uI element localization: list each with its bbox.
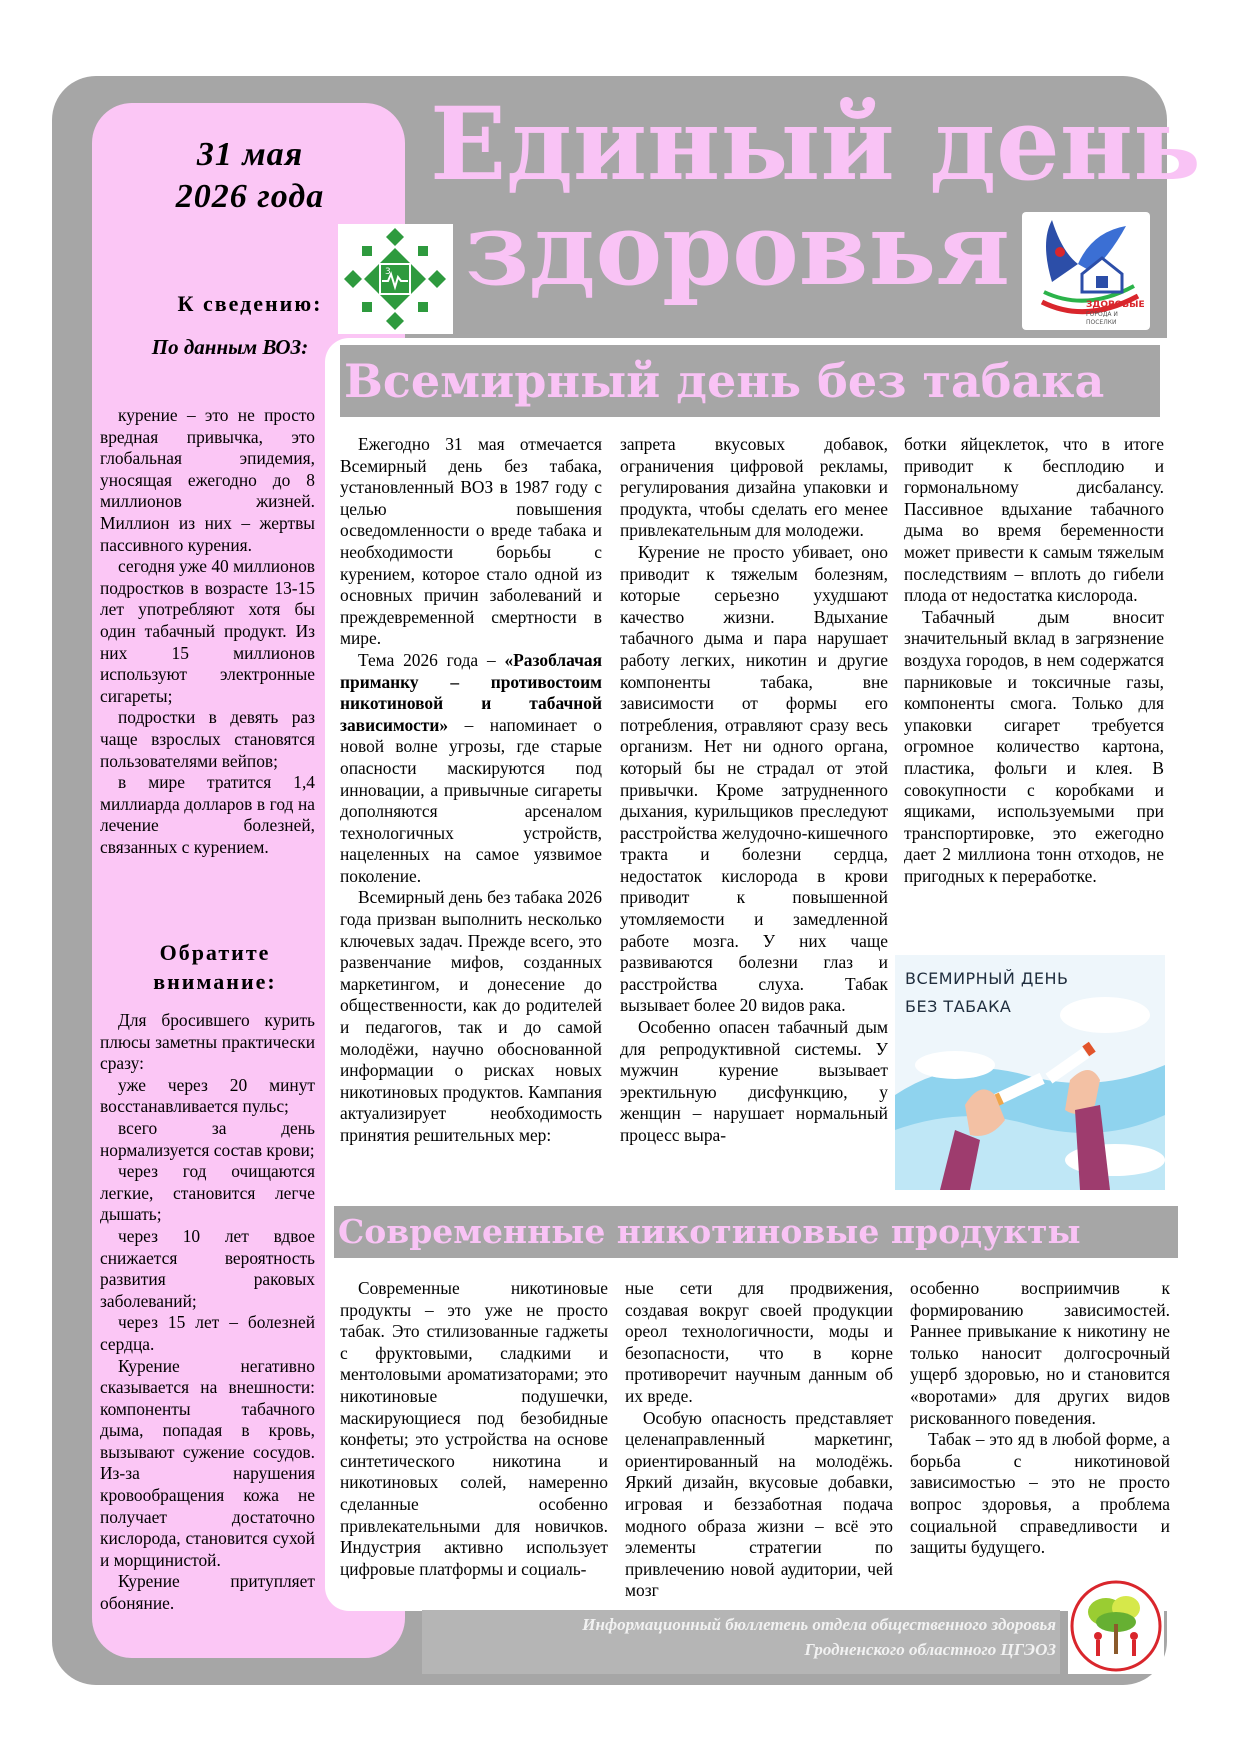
section1-column-1 — [340, 434, 602, 1147]
sidebar-item: уже через 20 минут восстанавливается пульс; — [100, 1074, 315, 1117]
theme-intro: Тема 2026 года – — [358, 649, 496, 670]
illustration-caption — [905, 965, 1069, 1021]
center-logo — [1068, 1578, 1164, 1674]
article-paragraph: Ежегодно 31 мая отмечается Всемирный день без табака, установленный ВОЗ в 1987 году с целью повышения осведомленности о вреде табака и необходимости борьбы с курением, которое стало одной из основных причин заболеваний и преждевременной смертности в мире. — [340, 434, 602, 649]
sidebar-heading-info: К сведению: — [177, 291, 323, 316]
sidebar-item: Курение притупляет обоняние. — [100, 1571, 315, 1614]
healthy-cities-logo — [1022, 212, 1150, 330]
family-tree-icon — [1068, 1578, 1164, 1674]
section2-column-2 — [625, 1278, 893, 1602]
logo-caption-2: ГОРОДА И ПОСЕЛКИ — [1086, 311, 1118, 326]
article-paragraph: ные сети для продвижения, создавая вокруг своей продукции ореол технологичности, моды и безопасности, что в корне противоречит научным данным об их вреде. — [625, 1278, 893, 1406]
footer-line1: Информационный бюллетень отдела общественного здоровья — [582, 1615, 1056, 1634]
date-block — [100, 134, 400, 218]
sidebar-item: через 10 лет вдвое снижается вероятность развития раковых заболеваний; — [100, 1225, 315, 1311]
masthead-line1: Единый день — [430, 85, 1201, 203]
section1-column-3 — [904, 434, 1164, 887]
sidebar-item: через год очищаются легкие, становится легче дышать; — [100, 1161, 315, 1225]
sidebar-fact: в мире тратится 1,4 миллиарда долларов в год на лечение болезней, связанных с курением. — [100, 772, 315, 857]
article-paragraph: Особую опасность представляет целенаправленный маркетинг, ориентированный на молодёжь. Яркий дизайн, вкусовые добавки, игровая и беззаботная подача модного образа жизни – всё это элементы стратегии по привлечению новой аудитории, чей мозг — [625, 1407, 893, 1601]
footer-line2: Гродненского областного ЦГЭОЗ — [804, 1640, 1056, 1659]
date-line2: 2026 года — [175, 178, 325, 215]
article-paragraph: Курение не просто убивает, оно приводит к тяжелым болезням, которые серьезно ухудшают качество жизни. Вдыхание табачного дыма и пара нарушает работу легких, никотин и другие компоненты табака, вне зависимости от формы его потребления, отравляют сразу весь организм. Нет ни одного органа, который бы не страдал от этой привычки. Кроме затрудненного дыхания, курильщиков преследуют расстройства желудочно-кишечного тракта и болезни сердца, недостаток кислорода в крови приводит к повышенной утомляемости и замедленной работе мозга. У них чаще развиваются болезни глаз и расстройства слуха. Табак вызывает более 20 видов рака. — [620, 541, 888, 1016]
logo-caption-1: ЗДОРОВЫЕ — [1086, 300, 1145, 310]
illustration-caption-line2: БЕЗ ТАБАКА — [905, 997, 1012, 1016]
article-paragraph: Современные никотиновые продукты – это уже не просто табак. Это стилизованные гаджеты с фруктовыми, сладкими и ментоловыми ароматизаторами; это никотиновые подушечки, маскирующиеся под безобидные конфеты; это устройства на основе синтетического никотина и никотиновых солей, намеренно сделанные особенно привлекательными для новичков. Индустрия активно использует цифровые платформы и социаль- — [340, 1278, 608, 1579]
date-line1: 31 мая — [196, 136, 304, 173]
article-paragraph: ботки яйцеклеток, что в итоге приводит к бесплодию и гормональному дисбалансу. Пассивное вдыхание табачного дыма во время беременности может привести к самым тяжелым последствиям – вплоть до гибели плода от недостатка кислорода. — [904, 434, 1164, 606]
sidebar-fact: курение – это не просто вредная привычка, это глобальная эпидемия, уносящая ежегодно до 8 миллионов жизней. Миллион из них – жертвы пассивного курения. — [100, 405, 315, 555]
sidebar-heading-attention: Обратите внимание: — [153, 940, 277, 994]
section1-column-2 — [620, 434, 888, 1147]
sidebar-subheading: По данным ВОЗ: — [151, 335, 309, 359]
article-paragraph: запрета вкусовых добавок, ограничения цифровой рекламы, регулирования дизайна упаковки и продукта, чтобы сделать его менее привлекательным для молодежи. — [620, 434, 888, 541]
sidebar-fact: подростки в девять раз чаще взрослых становятся пользователями вейпов; — [100, 707, 315, 771]
section2-column-3 — [910, 1278, 1170, 1559]
sidebar-fact: сегодня уже 40 миллионов подростков в возрасте 13-15 лет употребляют хотя бы один табачный продукт. Из них 15 миллионов используют электронные сигареты; — [100, 556, 315, 706]
theme-title: «Разоблачая приманку – противостоим никотиновой и табачной зависимости» — [340, 649, 602, 735]
section2-title: Современные никотиновые продукты — [334, 1206, 1178, 1258]
section2-column-1 — [340, 1278, 608, 1580]
article-paragraph: Табак – это яд в любой форме, а борьба с никотиновой зависимостью – это не просто вопрос здоровья, а проблема социальной справедливости и защиты будущего. — [910, 1429, 1170, 1558]
sidebar-item: всего за день нормализуется состав крови; — [100, 1117, 315, 1160]
sidebar-attention — [100, 1010, 315, 1615]
article-paragraph: Особенно опасен табачный дым для репродуктивной системы. У мужчин курение вызывает эректильную дисфункцию, у женщин – нарушает нормальный процесс выра- — [620, 1017, 888, 1145]
article-paragraph — [340, 650, 602, 888]
sidebar-facts — [100, 405, 315, 858]
sidebar-item: Курение негативно сказывается на внешности: компоненты табачного дыма, попадая в кровь, вызывают сужение сосудов. Из-за нарушения кровообращения кожа не получает достаточно кислорода, становится сухой и морщинистой. — [100, 1355, 315, 1570]
article-paragraph: Всемирный день без табака 2026 года призван выполнить несколько ключевых задач. Прежде всего, это развенчание мифов, созданных маркетингом, и донесение до общественности, как до родителей и педагогов, так и до самой молодёжи, научно обоснованной информации о рисках новых никотиновых продуктов. Кампания актуализирует необходимость принятия решительных мер: — [340, 887, 602, 1145]
theme-rest: – напоминает о новой волне угрозы, где старые опасности маскируются под инновации, а привычные сигареты дополняются арсеналом технологичных устройств, нацеленных на самое уязвимое поколение. — [340, 714, 602, 886]
illustration-caption-line1: ВСЕМИРНЫЙ ДЕНЬ — [905, 969, 1069, 988]
section1-title: Всемирный день без табака — [340, 345, 1160, 417]
article-paragraph: особенно восприимчив к формированию зависимостей. Раннее привыкание к никотину не только наносит долгосрочный ущерб здоровью, но и становится «воротами» для других видов рискованного поведения. — [910, 1278, 1170, 1428]
masthead-line2: здоровья — [465, 190, 1011, 308]
sidebar-item: через 15 лет – болезней сердца. — [100, 1312, 315, 1354]
svg-text:3: 3 — [385, 267, 391, 277]
footer-text — [428, 1612, 1056, 1662]
sidebar-item: Для бросившего курить плюсы заметны практически сразу: — [100, 1010, 315, 1074]
article-paragraph: Табачный дым вносит значительный вклад в загрязнение воздуха городов, в нем содержатся парниковые и токсичные газы, компоненты смога. Только для упаковки сигарет требуется огромное количество картона, пластика, фольги и клея. В совокупности с коробками и ящиками, используемыми при транспортировке, это ежегодно дает 2 миллиона тонн отходов, не пригодных к переработке. — [904, 606, 1164, 886]
no-tobacco-illustration — [895, 955, 1165, 1190]
